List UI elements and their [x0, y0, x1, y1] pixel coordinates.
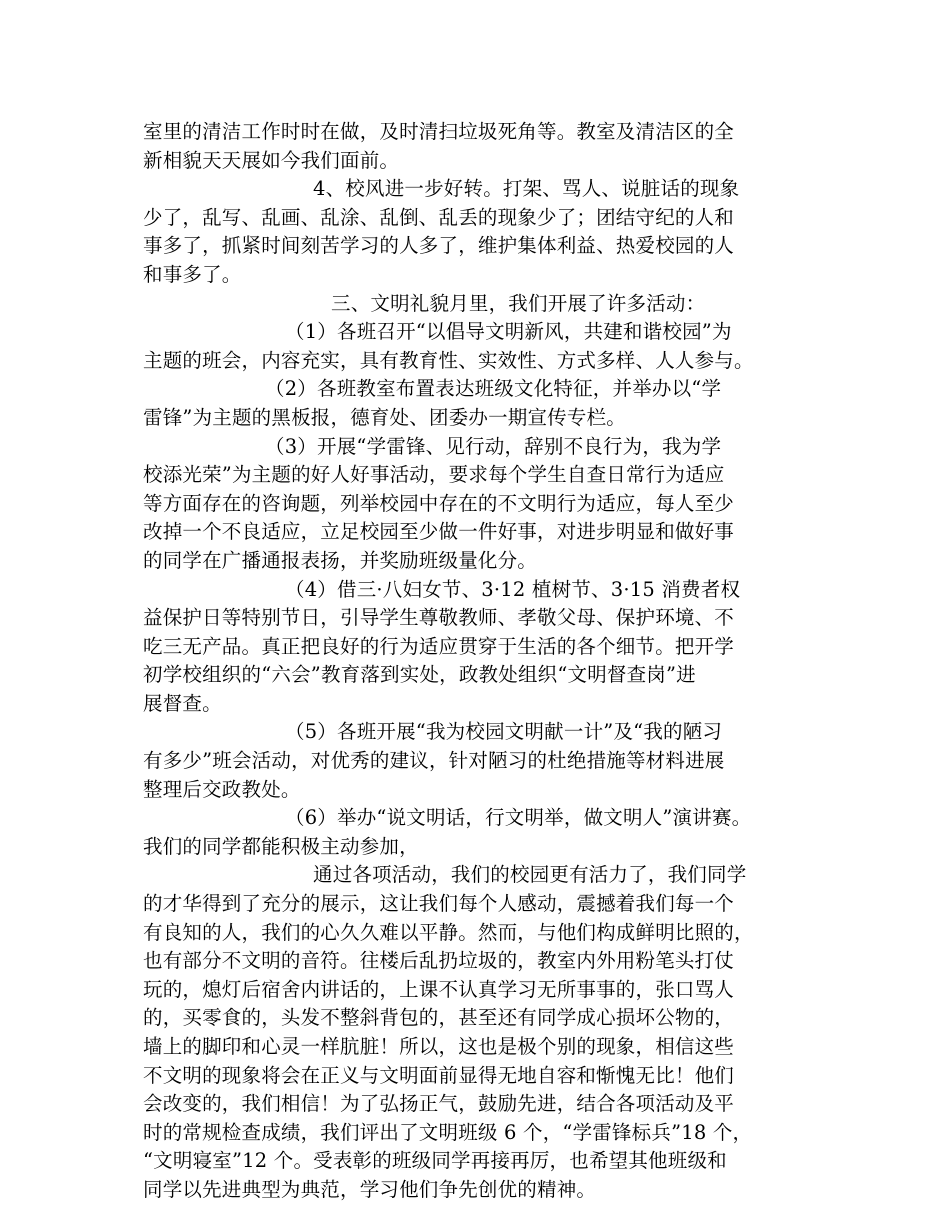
text-line: 墙上的脚印和心灵一样肮脏！所以，这也是极个别的现象，相信这些	[143, 1035, 735, 1058]
text-line: 和事多了。	[143, 262, 242, 286]
section-heading: 三、文明礼貌月里，我们开展了许多活动：	[331, 291, 706, 315]
text-line: （6）举办“说文明话，行文明举，做文明人”演讲赛。	[285, 806, 752, 830]
text-line: 事多了，抓紧时间刻苦学习的人多了，维护集体利益、热爱校园的人	[143, 234, 735, 258]
text-line: 益保护日等特别节日，引导学生尊敬教师、孝敬父母、保护环境、不	[143, 606, 735, 630]
text-line: 有良知的人，我们的心久久难以平静。然而，与他们构成鲜明比照的，	[143, 920, 754, 944]
text-line: 不文明的现象将会在正义与文明面前显得无地自容和惭愧无比！他们	[143, 1063, 735, 1087]
text-line: 同学以先进典型为典范，学习他们争先创优的精神。	[143, 1177, 597, 1201]
text-line: 会改变的，我们相信！为了弘扬正气，鼓励先进，结合各项活动及平	[143, 1092, 735, 1116]
text-line: 室里的清洁工作时时在做，及时清扫垃圾死角等。教室及清洁区的全	[143, 120, 735, 143]
text-line: 整理后交政教处。	[143, 777, 301, 801]
text-line: 雷锋”为主题的黑板报，德育处、团委办一期宣传专栏。	[143, 405, 626, 429]
text-line: 等方面存在的咨询题，列举校园中存在的不文明行为适应，每人至少	[143, 491, 735, 515]
text-line: 也有部分不文明的音符。往楼后乱扔垃圾的，教室内外用粉笔头打仗	[143, 949, 735, 973]
text-line: 的才华得到了充分的展示，这让我们每个人感动，震撼着我们每一个	[143, 892, 735, 916]
document-body	[143, 118, 833, 1205]
text-line: 少了，乱写、乱画、乱涂、乱倒、乱丢的现象少了；团结守纪的人和	[143, 205, 735, 229]
text-line: 吃三无产品。真正把良好的行为适应贯穿于生活的各个细节。把开学	[143, 634, 735, 658]
text-line: 通过各项活动，我们的校园更有活力了，我们同学	[313, 863, 747, 887]
text-line: 校添光荣”为主题的好人好事活动，要求每个学生自查日常行为适应	[143, 463, 725, 487]
text-line: 的同学在广播通报表扬，并奖励班级量化分。	[143, 548, 538, 572]
text-line: 初学校组织的“六会”教育落到实处，政教处组织“文明督查岗”进	[143, 663, 696, 687]
text-line: “文明寝室”12 个。受表彰的班级同学再接再厉，也希望其他班级和	[143, 1149, 727, 1173]
text-line: 4、校风进一步好转。打架、骂人、说脏话的现象	[313, 177, 740, 201]
text-line: 新相貌天天展如今我们面前。	[143, 148, 400, 172]
text-line: 玩的，熄灯后宿舍内讲话的，上课不认真学习无所事事的，张口骂人	[143, 977, 735, 1001]
text-line: 改掉一个不良适应，立足校园至少做一件好事，对进步明显和做好事	[143, 520, 735, 544]
text-line: （3）开展“学雷锋、见行动，辞别不良行为，我为学	[265, 434, 722, 458]
text-line: 我们的同学都能积极主动参加，	[143, 834, 419, 858]
text-line: 有多少”班会活动，对优秀的建议，针对陋习的杜绝措施等材料进展	[143, 749, 725, 773]
text-line: 的，买零食的，头发不整斜背包的，甚至还有同学成心损坏公物的，	[143, 1006, 735, 1030]
text-line: （5）各班开展“我为校园文明献一计”及“我的陋习	[285, 720, 723, 744]
text-line: （1）各班召开“以倡导文明新风，共建和谐校园”为	[285, 320, 732, 344]
text-line: （4）借三·八妇女节、3·12 植树节、3·15 消费者权	[285, 577, 741, 601]
text-line: （2）各班教室布置表达班级文化特征，并举办以“学	[265, 377, 722, 401]
text-line: 时的常规检查成绩，我们评出了文明班级 6 个，“学雷锋标兵”18 个，	[143, 1120, 753, 1144]
text-line: 展督查。	[143, 691, 222, 715]
text-line: 主题的班会，内容充实，具有教育性、实效性、方式多样、人人参与。	[143, 348, 754, 372]
